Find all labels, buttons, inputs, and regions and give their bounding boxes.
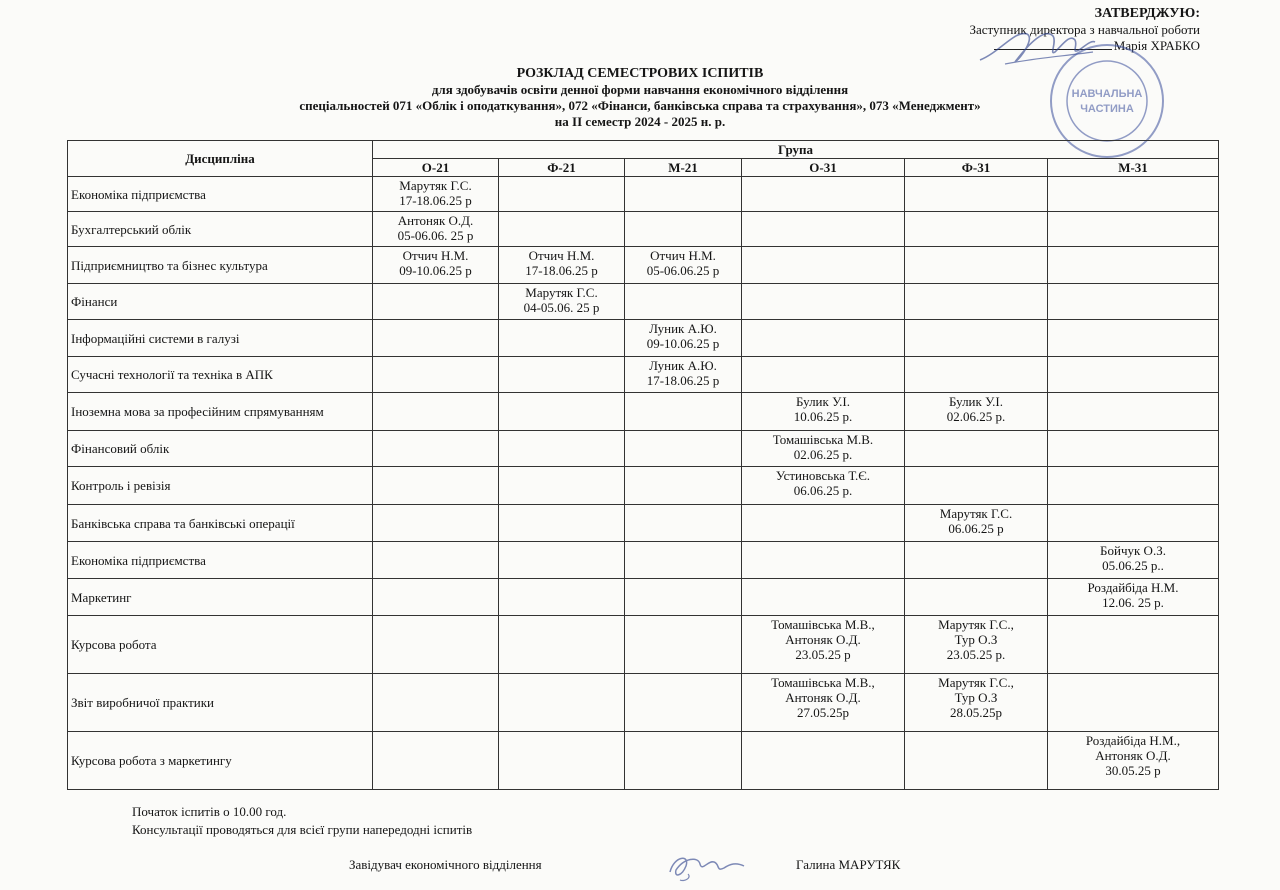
exam-cell — [905, 616, 1048, 674]
document-heading — [0, 66, 1280, 130]
discipline-cell: Звіт виробничої практики — [68, 674, 373, 732]
discipline-cell: Маркетинг — [68, 579, 373, 616]
exam-cell — [499, 177, 625, 212]
exam-cell — [905, 212, 1048, 247]
exam-cell — [742, 177, 905, 212]
exam-cell-line: Антоняк О.Д. — [785, 632, 861, 647]
table-row — [68, 505, 1219, 542]
exam-cell — [625, 212, 742, 247]
exam-cell — [373, 357, 499, 393]
exam-cell — [742, 393, 905, 431]
exam-cell — [373, 177, 499, 212]
exam-cell — [905, 579, 1048, 616]
exam-cell — [1048, 467, 1219, 505]
exam-cell — [742, 579, 905, 616]
discipline-header: Дисципліна — [68, 141, 373, 177]
document-title: РОЗКЛАД СЕМЕСТРОВИХ ІСПИТІВ — [516, 66, 764, 81]
discipline-cell: Інформаційні системи в галузі — [68, 320, 373, 357]
exam-cell — [905, 284, 1048, 320]
table-row — [68, 212, 1219, 247]
exam-cell-line: 06.06.25 р — [948, 521, 1004, 536]
exam-cell — [1048, 247, 1219, 284]
notes — [132, 803, 472, 839]
exam-cell-line: Булик У.І. — [796, 394, 850, 409]
exam-cell-line: 30.05.25 р — [1105, 763, 1161, 778]
group-header-cell: Ф-31 — [905, 159, 1048, 177]
exam-cell — [1048, 212, 1219, 247]
exam-cell — [625, 320, 742, 357]
exam-cell-line: 04-05.06. 25 р — [523, 300, 600, 315]
exam-cell-line: Устиновська Т.Є. — [775, 468, 871, 483]
discipline-cell: Банківська справа та банківські операції — [68, 505, 373, 542]
exam-cell — [625, 284, 742, 320]
table-row — [68, 247, 1219, 284]
exam-cell-line: Тур О.З — [954, 632, 998, 647]
exam-cell-line: 05-06.06. 25 р — [397, 228, 474, 243]
exam-cell — [625, 393, 742, 431]
exam-cell — [373, 247, 499, 284]
exam-cell — [499, 247, 625, 284]
discipline-cell: Курсова робота — [68, 616, 373, 674]
exam-cell — [373, 212, 499, 247]
exam-cell-line: Бойчук О.З. — [1100, 543, 1166, 558]
note-start-time: Початок іспитів о 10.00 год. — [132, 804, 287, 819]
exam-cell — [742, 431, 905, 467]
schedule-table — [67, 140, 1219, 790]
discipline-cell: Підприємництво та бізнес культура — [68, 247, 373, 284]
exam-cell-line: Тур О.З — [954, 690, 998, 705]
exam-cell-line: Марутяк Г.С., — [938, 675, 1014, 690]
schedule-body — [68, 177, 1219, 790]
exam-cell — [499, 542, 625, 579]
exam-cell — [905, 467, 1048, 505]
exam-cell-line: 09-10.06.25 р — [399, 263, 472, 278]
approval-position: Заступник директора з навчальної роботи — [969, 22, 1200, 37]
exam-cell-line: 28.05.25р — [950, 705, 1002, 720]
exam-cell — [625, 431, 742, 467]
exam-cell — [373, 320, 499, 357]
exam-cell — [373, 431, 499, 467]
exam-cell-line: Луник А.Ю. — [649, 358, 717, 373]
exam-cell-line: 05.06.25 р.. — [1102, 558, 1164, 573]
exam-cell-line: Антоняк О.Д. — [785, 690, 861, 705]
exam-cell-line: Роздайбіда Н.М. — [1087, 580, 1179, 595]
group-header-cell: О-31 — [742, 159, 905, 177]
approval-name: Марія ХРАБКО — [1113, 38, 1200, 53]
table-row — [68, 393, 1219, 431]
exam-cell-line: 05-06.06.25 р — [646, 263, 720, 278]
exam-cell — [905, 431, 1048, 467]
exam-cell — [742, 674, 905, 732]
exam-cell — [625, 674, 742, 732]
exam-cell — [625, 542, 742, 579]
exam-cell — [742, 212, 905, 247]
exam-cell-line: 06.06.25 р. — [793, 483, 853, 498]
exam-cell — [742, 467, 905, 505]
exam-cell-line: Роздайбіда Н.М., — [1085, 733, 1181, 748]
exam-cell — [373, 579, 499, 616]
exam-cell — [905, 542, 1048, 579]
table-row — [68, 579, 1219, 616]
exam-cell-line: Булик У.І. — [949, 394, 1003, 409]
exam-cell — [742, 616, 905, 674]
discipline-cell: Іноземна мова за професійним спрямуванням — [68, 393, 373, 431]
exam-cell — [742, 357, 905, 393]
exam-cell — [1048, 616, 1219, 674]
exam-cell-line: Марутяк Г.С. — [939, 506, 1013, 521]
exam-cell — [373, 393, 499, 431]
exam-cell — [499, 674, 625, 732]
exam-cell-line: 17-18.06.25 р — [646, 373, 720, 388]
group-header-cell: М-21 — [625, 159, 742, 177]
exam-cell-line: Марутяк Г.С. — [525, 285, 598, 300]
exam-cell-line: 17-18.06.25 р — [525, 263, 598, 278]
discipline-cell: Фінансовий облік — [68, 431, 373, 467]
group-header-cell: Ф-21 — [499, 159, 625, 177]
exam-cell — [373, 732, 499, 790]
exam-cell — [1048, 320, 1219, 357]
exam-cell-line: Луник А.Ю. — [649, 321, 717, 336]
exam-cell — [373, 674, 499, 732]
exam-cell — [625, 247, 742, 284]
exam-cell — [499, 320, 625, 357]
exam-cell — [1048, 357, 1219, 393]
exam-cell-line: 10.06.25 р. — [793, 409, 853, 424]
exam-cell-line: Томашівська М.В., — [771, 675, 875, 690]
exam-cell — [1048, 579, 1219, 616]
exam-cell-line: 02.06.25 р. — [946, 409, 1006, 424]
exam-cell — [373, 467, 499, 505]
exam-cell-line: Антоняк О.Д. — [1095, 748, 1171, 763]
exam-cell — [625, 177, 742, 212]
exam-cell — [625, 505, 742, 542]
exam-cell — [625, 467, 742, 505]
discipline-cell: Курсова робота з маркетингу — [68, 732, 373, 790]
heading-line-3: на ІІ семестр 2024 - 2025 н. р. — [554, 114, 726, 129]
exam-cell — [499, 357, 625, 393]
exam-cell-line: 23.05.25 р — [795, 647, 851, 662]
discipline-cell: Економіка підприємства — [68, 542, 373, 579]
exam-cell — [373, 505, 499, 542]
svg-text:ЧАСТИНА: ЧАСТИНА — [1080, 103, 1134, 115]
heading-line-2: спеціальностей 071 «Облік і оподаткування», 072 «Фінанси, банківська справа та страхування», 073 «Менеджмент» — [299, 98, 981, 113]
exam-cell — [625, 732, 742, 790]
exam-cell — [373, 542, 499, 579]
group-header-cell: М-31 — [1048, 159, 1219, 177]
discipline-cell: Бухгалтерський облік — [68, 212, 373, 247]
exam-cell — [905, 674, 1048, 732]
table-row — [68, 467, 1219, 505]
exam-cell-line: 27.05.25р — [797, 705, 849, 720]
exam-cell-line: Отчич Н.М. — [650, 248, 716, 263]
exam-cell — [1048, 393, 1219, 431]
exam-cell-line: Антоняк О.Д. — [397, 213, 474, 228]
table-row — [68, 674, 1219, 732]
exam-cell — [742, 505, 905, 542]
exam-cell — [499, 505, 625, 542]
exam-cell-line: Марутяк Г.С. — [399, 178, 472, 193]
discipline-cell: Економіка підприємства — [68, 177, 373, 212]
exam-cell — [625, 357, 742, 393]
exam-cell-line: Томашівська М.В. — [772, 432, 874, 447]
exam-cell-line: Томашівська М.В., — [771, 617, 875, 632]
head-signature — [664, 848, 754, 884]
table-row — [68, 732, 1219, 790]
exam-cell — [905, 177, 1048, 212]
exam-cell-line: Отчич Н.М. — [528, 248, 595, 263]
discipline-cell: Фінанси — [68, 284, 373, 320]
table-row — [68, 320, 1219, 357]
exam-cell-line: Марутяк Г.С., — [938, 617, 1014, 632]
table-row — [68, 177, 1219, 212]
exam-cell — [905, 320, 1048, 357]
svg-text:НАВЧАЛЬНА: НАВЧАЛЬНА — [1071, 88, 1143, 100]
table-row — [68, 357, 1219, 393]
exam-cell — [499, 284, 625, 320]
table-row — [68, 431, 1219, 467]
exam-cell — [499, 212, 625, 247]
exam-cell — [625, 579, 742, 616]
exam-cell — [905, 393, 1048, 431]
exam-cell — [742, 320, 905, 357]
exam-cell — [499, 431, 625, 467]
exam-cell — [1048, 732, 1219, 790]
table-row — [68, 616, 1219, 674]
exam-cell-line: 02.06.25 р. — [793, 447, 853, 462]
exam-cell — [625, 616, 742, 674]
exam-cell — [742, 247, 905, 284]
exam-cell — [1048, 505, 1219, 542]
table-row — [68, 284, 1219, 320]
exam-cell — [742, 284, 905, 320]
exam-cell — [499, 579, 625, 616]
exam-cell — [905, 357, 1048, 393]
exam-cell — [499, 616, 625, 674]
discipline-cell: Сучасні технології та техніка в АПК — [68, 357, 373, 393]
footer-position: Завідувач економічного відділення — [349, 857, 542, 872]
exam-cell-line: 23.05.25 р. — [946, 647, 1006, 662]
exam-cell — [1048, 674, 1219, 732]
footer-name: Галина МАРУТЯК — [796, 857, 901, 872]
group-header: Група — [373, 141, 1219, 159]
exam-cell — [373, 284, 499, 320]
exam-cell-line: Отчич Н.М. — [402, 248, 469, 263]
exam-cell-line: 12.06. 25 р. — [1102, 595, 1164, 610]
exam-cell — [1048, 284, 1219, 320]
exam-cell — [499, 732, 625, 790]
heading-line-1: для здобувачів освіти денної форми навчання економічного відділення — [431, 82, 849, 97]
discipline-cell: Контроль і ревізія — [68, 467, 373, 505]
exam-cell — [905, 732, 1048, 790]
exam-cell — [1048, 542, 1219, 579]
exam-cell — [499, 393, 625, 431]
approval-title: ЗАТВЕРДЖУЮ: — [1094, 6, 1200, 21]
note-consultations: Консультації проводяться для всієї групи напередодні іспитів — [132, 822, 473, 837]
exam-cell — [1048, 431, 1219, 467]
exam-cell — [1048, 177, 1219, 212]
exam-cell — [742, 732, 905, 790]
exam-cell — [905, 247, 1048, 284]
exam-cell-line: 09-10.06.25 р — [646, 336, 720, 351]
exam-cell — [742, 542, 905, 579]
exam-cell-line: 17-18.06.25 р — [399, 193, 472, 208]
exam-cell — [373, 616, 499, 674]
exam-cell — [905, 505, 1048, 542]
table-row — [68, 542, 1219, 579]
group-header-cell: О-21 — [373, 159, 499, 177]
exam-cell — [499, 467, 625, 505]
